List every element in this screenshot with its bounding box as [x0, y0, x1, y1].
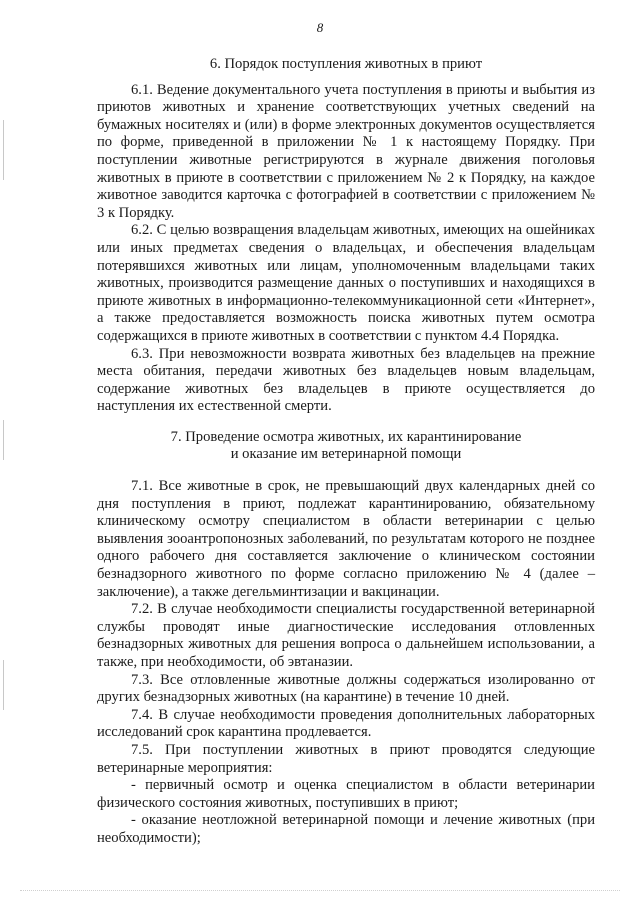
section-7-title	[97, 429, 595, 464]
paragraph-6-3: 6.3. При невозможности возврата животных без владельцев на прежние места обитания, передачи животных без владельцев новым владельцам, содержание животных без владельцев в приюте осуществляется до наступления их естественной смерти.	[97, 345, 595, 415]
scan-bottom-edge	[20, 890, 620, 895]
section-7-title-line-2: и оказание им ветеринарной помощи	[230, 446, 462, 463]
list-item: - оказание неотложной ветеринарной помощи и лечение животных (при необходимости);	[97, 812, 595, 846]
section-6-title: 6. Порядок поступления животных в приют	[209, 56, 483, 72]
paragraph-7-1: 7.1. Все животные в срок, не превышающий двух календарных дней со дня поступления в приют, подлежат карантинированию, обязательному клиническому осмотру специалистом в области ветеринарии с целью выявления зооантропонозных заболеваний, по результатам которого не позднее одного рабочего дня составляется заключение о клиническом состоянии безнадзорного животного по форме согласно приложению № 4 (далее – заключение), а также дегельминтизации и вакцинации.	[97, 478, 595, 600]
page-number: 8	[316, 20, 324, 35]
section-7-title-line-1: 7. Проведение осмотра животных, их карантинирование	[170, 428, 522, 445]
scan-edge-mark	[3, 120, 4, 180]
paragraph-6-1: 6.1. Ведение документального учета поступления в приюты и выбытия из приютов животных и хранение соответствующих учетных сведений на бумажных носителях и (или) в форме электронных документов осуществляется по форме, приведенной в приложении № 1 к настоящему Порядку. При поступлении животные регистрируются в журнале движения поголовья животных в приюте в соответствии с приложением № 2 к Порядку, на каждое животное заводится карточка с фотографией в соответствии с приложением № 3 к Порядку.	[97, 81, 595, 221]
list-item: - первичный осмотр и оценка специалистом в области ветеринарии физического состояния животных, поступивших в приют;	[97, 777, 595, 811]
paragraph-7-5: 7.5. При поступлении животных в приют проводятся следующие ветеринарные мероприятия:	[97, 741, 595, 776]
section-6-body	[97, 82, 595, 416]
scan-edge-mark	[3, 660, 4, 710]
scan-edge-mark	[3, 420, 4, 460]
paragraph-7-3: 7.3. Все отловленные животные должны содержаться изолированно от других безнадзорных животных (на карантине) в течение 10 дней.	[97, 671, 595, 706]
paragraph-7-4: 7.4. В случае необходимости проведения дополнительных лабораторных исследований срок карантина продлевается.	[97, 706, 595, 741]
paragraph-7-2: 7.2. В случае необходимости специалисты государственной ветеринарной службы проводят иные диагностические исследования отловленных безнадзорных животных для решения вопроса о дальнейшем использовании, а также, при необходимости, об эвтаназии.	[97, 601, 595, 670]
section-7-body	[97, 478, 595, 847]
paragraph-6-2: 6.2. С целью возвращения владельцам животных, имеющих на ошейниках или иных предметах сведения о владельцах, и обеспечения владельцам потерявшихся животных или лицам, уполномоченным владельцами таких животных, производится размещение данных о поступивших и находящихся в приюте животных в информационно-телекоммуникационной сети «Интернет», а также предоставляется возможность поиска животных путем осмотра содержащихся в приюте животных в соответствии с пунктом 4.4 Порядка.	[97, 222, 595, 344]
document-body	[97, 56, 595, 848]
